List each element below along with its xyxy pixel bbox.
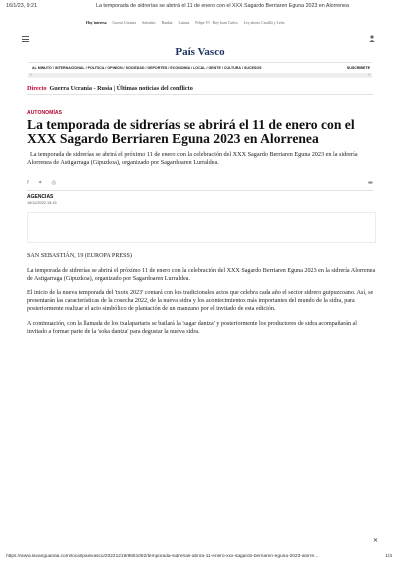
article-headline: La temporada de sidrerías se abrirá el 11 de enero con el XXX Sagardo Berriaren Eguna 2023 en Alorrenea [27,117,355,146]
section-item[interactable]: DEPORTES / [147,66,171,70]
article-kicker[interactable]: AUTONOMÍAS [27,110,63,116]
live-text: Guerra Ucrania - Rusia | Últimas noticias del conflicto [49,85,193,92]
hamburger-menu-icon[interactable] [22,36,29,44]
facebook-icon[interactable]: f [27,180,29,186]
topnav-item[interactable]: Latinia [178,21,190,25]
section-navigation [32,66,370,70]
topnav-item[interactable]: Salvados [142,21,156,25]
print-page-number: 1/3 [385,554,392,559]
article-standfirst: La temporada de sidrerías se abrirá el próximo 11 de enero con la celebración del XXX Sagardo Berriaren Eguna 2023 en la sidrería Alorrenea de Astigarraga (Gipuzkoa), organizado por Sagardoaren Lurraldea. [27,151,358,166]
section-scrollbar[interactable] [28,73,372,78]
section-item[interactable]: ECONOMÍA / [170,66,194,70]
topnav-item[interactable]: Hoy interesa [86,21,107,25]
close-icon[interactable]: ✕ [372,537,378,544]
article-body [27,252,377,342]
print-footer [6,554,392,559]
site-logo[interactable]: País Vasco [175,46,225,58]
article-paragraph: La temporada de sidrerías se abrirá el próximo 11 de enero con la celebración del XXX Sagardo Berriaren Eguna 2023 en la sidrería Alorrenea de Astigarraga (Gipuzkoa), organizado por Sagardoaren Lurraldea. [27,267,376,282]
section-item[interactable]: AL MINUTO / [32,66,55,70]
section-item[interactable]: CULTURA / [223,66,244,70]
ad-placeholder [27,212,376,243]
scroll-right-icon[interactable]: › [368,72,370,78]
topnav-item[interactable]: Bankia [161,21,173,25]
topnav-item[interactable]: Ley aborto Castilla y León [243,21,285,25]
article-paragraph: El inicio de la nueva temporada del 'txotx 2023' contará con los tradicionales actos que celebra cada año el sector sidrero guipuzcoano. Así, se presentarán las características de la cosecha 2022, de la nueva sidra y los acontecimientos más importantes del mundo de la sidra, para posteriormente realizar el acto simbólico de plantación de un manzano por el invitado de esta edición. [27,290,374,312]
twitter-icon[interactable]: ✦ [37,180,43,186]
section-item[interactable]: OPINIÓN / [107,66,126,70]
article-dateline: SAN SEBASTIÁN, 19 (EUROPA PRESS) [27,253,132,259]
top-navigation [86,21,284,25]
whatsapp-icon[interactable]: ◎ [51,180,57,186]
print-url: https://www.lavanguardia.com/local/paisvasco/20221219/8651062/temporada-sidrerias-abrira-11-enero-xxx-sagardo-berriaren-eguna-2023-alorre... [6,554,319,559]
subscribe-link[interactable]: SUSCRIBETE [346,66,370,70]
topnav-item[interactable]: Guerra Ucrania [112,21,137,25]
topnav-item[interactable]: Felipe VI · Rey Juan Carlos [195,21,238,25]
section-item[interactable]: INTERNACIONAL / [54,66,88,70]
article-date: 19/12/2022 15:15 [27,201,57,205]
share-divider [27,190,373,191]
user-icon[interactable] [369,35,375,42]
print-header [6,3,394,9]
section-item[interactable]: SOCIEDAD / [125,66,148,70]
logo-divider [28,62,372,63]
live-banner[interactable] [27,85,373,95]
print-datetime: 16/1/23, 9:21 [6,3,37,9]
article-author[interactable]: AGENCIAS [27,194,54,200]
section-item[interactable]: POLÍTICA / [87,66,108,70]
section-item[interactable]: SUCESOS [243,66,262,70]
comment-icon[interactable]: ▬ [367,180,373,186]
article-paragraph: A continuación, con la llamada de los txalapartaris se bailará la 'sagar dantza' y posteriormente los productores de sidra acompañarán al invitado a formar parte de la 'soka dantza' para degustar la nueva sidra. [27,320,357,335]
section-item[interactable]: LOCAL / [193,66,209,70]
section-item[interactable]: GENTE / [208,66,224,70]
live-label: Directo [27,85,47,92]
print-title: La temporada de sidrerías se abrirá el 11 de enero con el XXX Sagardo Berriaren Eguna 2023 en Alorrenea [96,3,349,9]
scroll-left-icon[interactable]: ‹ [30,72,32,78]
share-bar [27,178,373,188]
